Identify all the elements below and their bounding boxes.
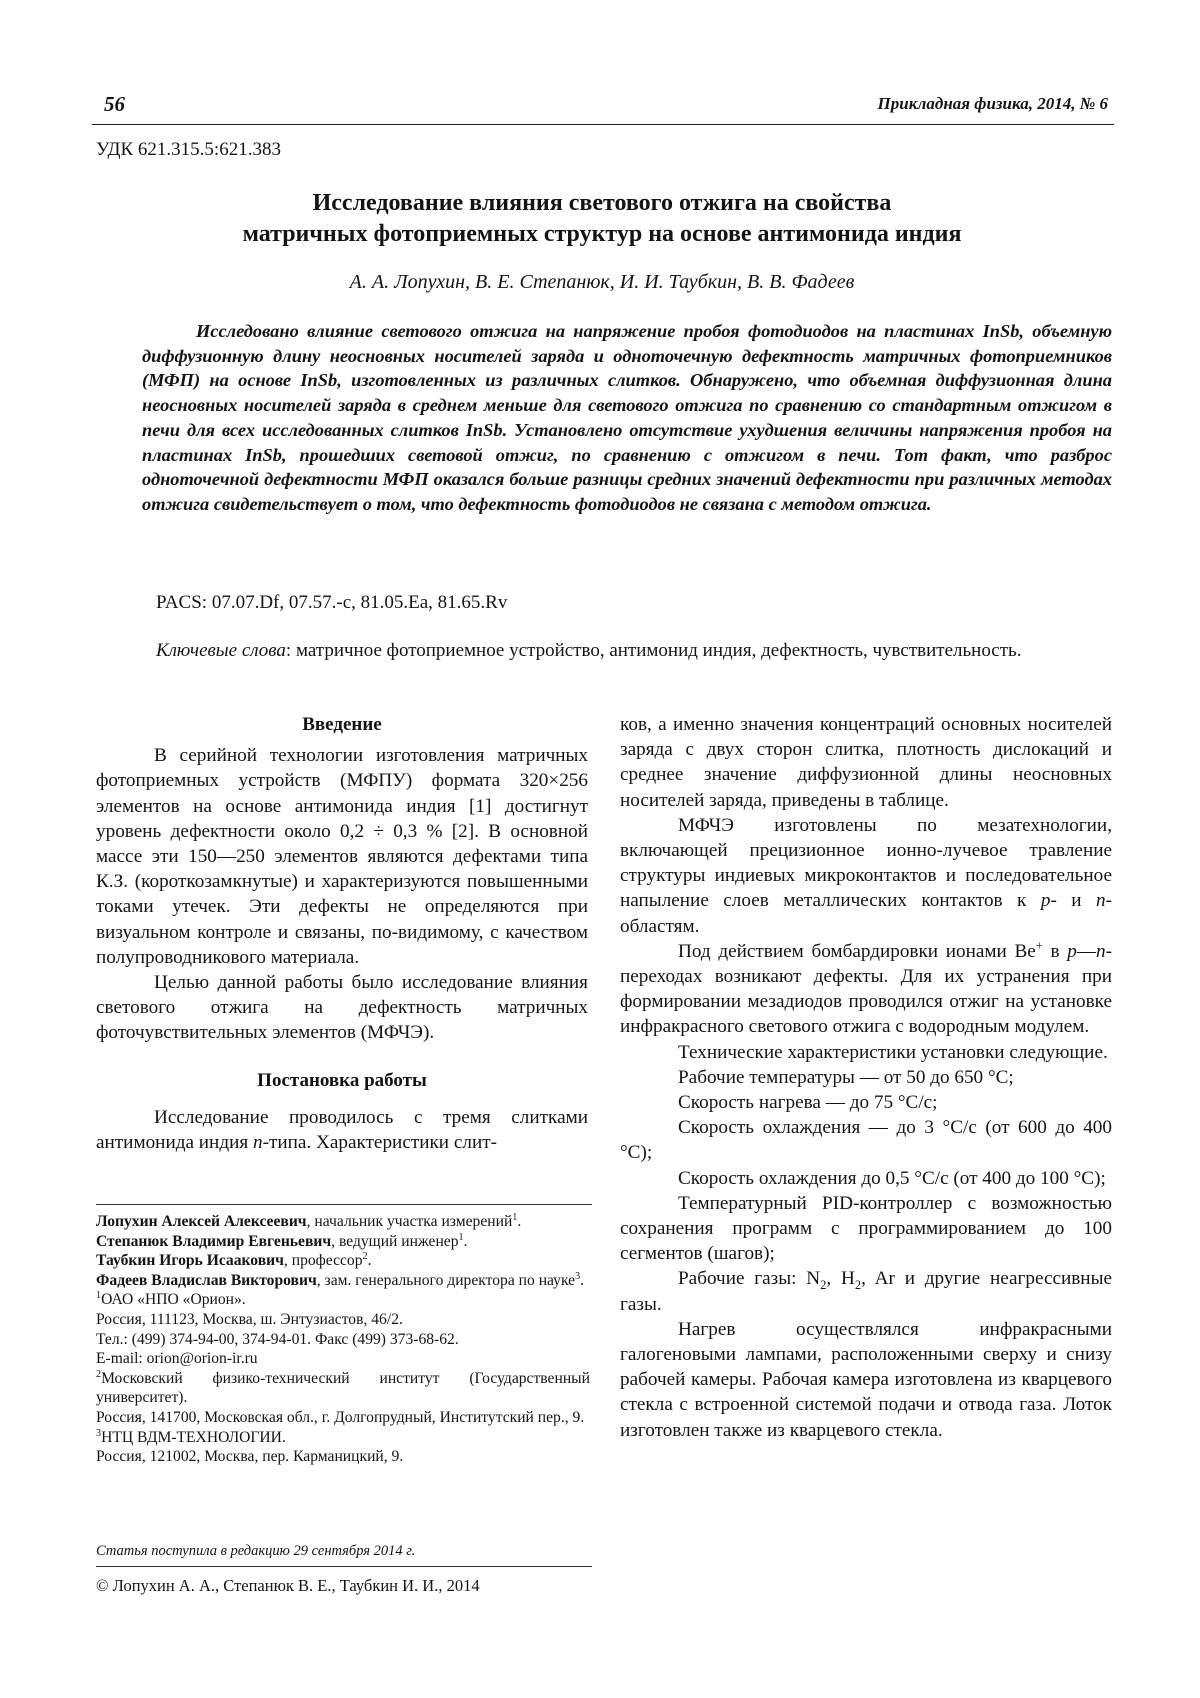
setup-paragraph-1 [96, 1105, 588, 1155]
p3-text-a: Под действием бомбардировки ионами Be [678, 940, 1036, 962]
author-4-role: , зам. генерального директора по науке [316, 1271, 576, 1289]
p2-italic-n: n [1096, 890, 1106, 912]
org-1-sup: 1 [96, 1290, 102, 1302]
footnote-author-3 [96, 1251, 590, 1271]
p2-text-b: -областям. [620, 890, 1112, 937]
author-footnotes [96, 1212, 590, 1467]
footnote-org-3-address: Россия, 121002, Москва, пер. Карманицкий, 9. [96, 1448, 404, 1466]
footnote-org-3 [96, 1428, 590, 1448]
p3-italic-p: p [1067, 940, 1077, 962]
header-rule [92, 124, 1114, 125]
right-paragraph-9: Температурный PID-контроллер с возможностью сохранения программ с программированием до 100 сегментов (шагов); [620, 1192, 1112, 1265]
keywords-label: Ключевые слова [156, 640, 286, 661]
right-paragraph-10 [620, 1266, 1112, 1316]
intro-heading: Введение [302, 714, 382, 735]
copyright-rule [96, 1566, 592, 1567]
paper-title [90, 188, 1114, 250]
authors: А. А. Лопухин, В. Е. Степанюк, И. И. Таубкин, В. В. Фадеев [349, 271, 855, 293]
setup-heading: Постановка работы [257, 1069, 427, 1091]
author-1-end: . [517, 1213, 522, 1230]
left-column [96, 712, 588, 1155]
author-1-name: Лопухин Алексей Алексеевич [96, 1213, 307, 1230]
author-2-end: . [463, 1232, 468, 1250]
org-1-name: ОАО «НПО «Орион». [101, 1291, 246, 1309]
right-paragraph-11: Нагрев осуществлялся инфракрасными галогеновыми лампами, расположенными сверху и снизу рабочей камеры. Рабочая камера изготовлена из кварцевого стекла с встроенной системой подачи и отвода газа. Лоток изготовлен также из кварцевого стекла. [620, 1318, 1112, 1441]
copyright: © Лопухин А. А., Степанюк В. Е., Таубкин И. И., 2014 [96, 1576, 480, 1595]
p10-sub-1: 2 [820, 1278, 827, 1293]
keywords-text: : матричное фотоприемное устройство, антимонид индия, дефектность, чувствительность. [285, 640, 1022, 661]
p3-italic-n: n [1096, 940, 1106, 962]
author-2-name: Степанюк Владимир Евгеньевич [96, 1232, 332, 1250]
footnote-org-1-address: Россия, 111123, Москва, ш. Энтузиастов, 46/2. [96, 1310, 403, 1328]
author-1-sup: 1 [512, 1211, 518, 1223]
footnote-org-1-email: E-mail: orion@orion-ir.ru [96, 1350, 258, 1368]
p3-text-b: в [1042, 940, 1068, 962]
footnote-author-4 [96, 1271, 590, 1291]
received-date: Статья поступила в редакцию 29 сентября 2014 г. [96, 1543, 416, 1559]
right-paragraph-8: Скорость охлаждения до 0,5 °С/с (от 400 до 100 °С); [678, 1167, 1106, 1189]
p10-sub-2: 2 [854, 1278, 862, 1293]
title-line-1: Исследование влияния светового отжига на свойства [312, 190, 892, 216]
p2-text-mid: - и [1050, 890, 1096, 912]
right-column [620, 712, 1112, 1443]
setup-text-a: Исследование проводилось с тремя слитками антимонида индия [96, 1106, 588, 1154]
author-4-sup: 3 [575, 1270, 581, 1282]
title-line-2: матричных фотоприемных структур на основе антимонида индия [242, 221, 962, 247]
p3-dash: — [1076, 940, 1097, 962]
p3-text-c: -переходах возникают дефекты. Для их устранения при формировании мезадиодов проводился отжиг на установке инфракрасного светового отжига с водородным модулем. [620, 940, 1112, 1038]
footnote-author-1 [96, 1212, 590, 1232]
abstract: Исследовано влияние светового отжига на напряжение пробоя фотодиодов на пластинах InSb, объемную диффузионную длину неосновных носителей заряда и одноточечную дефектность матричных фотоприемников (МФП) на основе InSb, изготовленных из различных слитков. Обнаружено, что объемная диффузионная длина неосновных носителей заряда в среднем меньше для светового отжига по сравнению со стандартным отжигом в печи для всех исследованных слитков InSb. Установлено отсутствие ухудшения величины напряжения пробоя на пластинах InSb, прошедших световой отжиг, по сравнению с отжигом в печи. Тот факт, что разброс одноточечной дефектности МФП оказался больше разницы средних значений дефектности при различных методах отжига свидетельствует о том, что дефектность фотодиодов не связана с методом отжига. [142, 321, 1112, 514]
p10-text-a: Рабочие газы: N [678, 1268, 821, 1290]
org-2-sup: 2 [96, 1368, 102, 1380]
author-4-name: Фадеев Владислав Викторович [96, 1271, 317, 1289]
author-1-role: , начальник участка измерений [306, 1213, 513, 1230]
right-paragraph-6: Скорость нагрева — до 75 °С/с; [678, 1092, 938, 1114]
right-paragraph-7: Скорость охлаждения — до 3 °С/с (от 600 до 400 °С); [620, 1117, 1112, 1164]
right-paragraph-3 [620, 939, 1112, 1040]
p10-text-b: , H [826, 1268, 855, 1290]
p2-text-a: МФЧЭ изготовлены по мезатехнологии, включающей прецизионное ионно-лучевое травление структуры индиевых микроконтактов и последовательное напыление слоев металлических контактов к [620, 814, 1112, 912]
right-paragraph-5: Рабочие температуры — от 50 до 650 °С; [678, 1066, 1014, 1088]
right-paragraph-2 [620, 813, 1112, 939]
footnote-author-2 [96, 1232, 590, 1252]
intro-paragraph-2: Целью данной работы было исследование влияния светового отжига на дефектность матричных фоточувствительных элементов (МФЧЭ). [96, 972, 588, 1044]
p3-sup: + [1035, 938, 1043, 953]
p2-italic-p: p [1040, 890, 1051, 912]
author-2-role: , ведущий инженер [331, 1232, 459, 1250]
page-number: 56 [104, 92, 125, 116]
author-3-role: , профессор [283, 1252, 363, 1270]
setup-italic-n: n [252, 1132, 263, 1154]
setup-text-b: -типа. Характеристики слит- [262, 1132, 498, 1154]
footnote-org-1-phone: Тел.: (499) 374-94-00, 374-94-01. Факс (499) 373-68-62. [96, 1330, 459, 1348]
author-2-sup: 1 [458, 1231, 464, 1243]
author-3-name: Таубкин Игорь Исаакович [96, 1252, 284, 1270]
author-4-end: . [580, 1271, 585, 1289]
footnote-org-2-address: Россия, 141700, Московская обл., г. Долгопрудный, Институтский пер., 9. [96, 1408, 585, 1426]
udk-code: УДК 621.315.5:621.383 [96, 139, 281, 160]
intro-paragraph-1: В серийной технологии изготовления матричных фотоприемных устройств (МФПУ) формата 320×256 элементов на основе антимонида индия [1] достигнут уровень дефектности около 0,2 ÷ 0,3 % [2]. В основной массе эти 150—250 элементов являются дефектами типа К.З. (короткозамкнутые) и характеризуются повышенными токами утечек. Эти дефекты не определяются при визуальном контроле и связаны, по-видимому, с качеством полупроводникового материала. [96, 745, 588, 968]
author-3-end: . [367, 1252, 372, 1270]
right-paragraph-1: ков, а именно значения концентраций основных носителей заряда с двух сторон слитка, плотность дислокаций и среднее значение диффузионной длины неосновных носителей заряда, приведены в таблице. [620, 714, 1112, 811]
footnote-org-2 [96, 1369, 590, 1408]
pacs-codes: PACS: 07.07.Df, 07.57.-c, 81.05.Ea, 81.65.Rv [156, 592, 508, 613]
org-3-sup: 3 [96, 1427, 102, 1439]
author-3-sup: 2 [362, 1251, 368, 1262]
journal-citation: Прикладная физика, 2014, № 6 [877, 94, 1108, 113]
org-2-name: Московский физико-технический институт (Государственный университет). [96, 1369, 590, 1407]
org-3-name: НТЦ ВДМ-ТЕХНОЛОГИИ. [101, 1428, 286, 1446]
footnote-org-1 [96, 1290, 590, 1310]
p10-text-c: , Ar и другие неагрессивные газы. [620, 1268, 1112, 1315]
right-paragraph-4: Технические характеристики установки следующие. [678, 1041, 1108, 1063]
footnote-rule [96, 1204, 592, 1205]
keywords [96, 639, 1114, 663]
